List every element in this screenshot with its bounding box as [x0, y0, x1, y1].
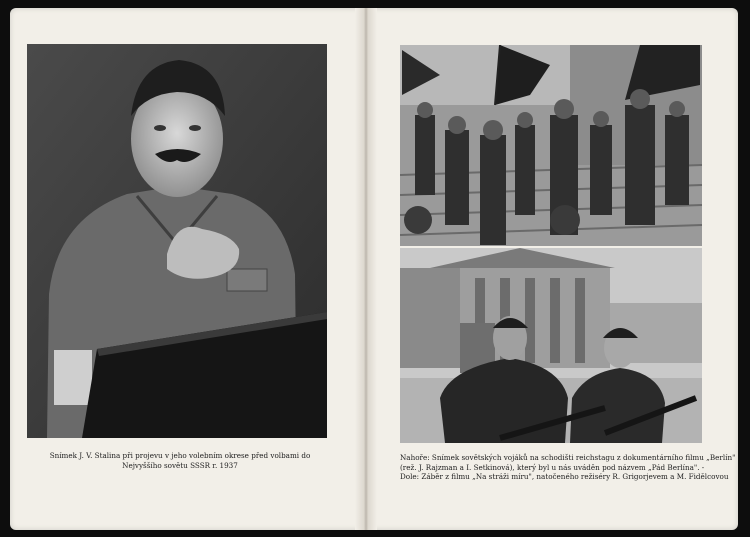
caption-line-top: Nahoře: Snímek sovětských vojáků na schodišti reichstagu z dokumentárního filmu „Berlín" [400, 453, 736, 462]
stalin-portrait-photo [27, 44, 327, 438]
portrait-caption: Snímek J. V. Stalina při projevu v jeho volebním okrese před volbami do Nejvyššího sovětu SSSR r. 1937 [49, 451, 311, 470]
book-gutter [355, 8, 377, 530]
reichstag-soldiers-photo [400, 45, 702, 246]
guard-soldiers-photo [400, 248, 702, 443]
film-stills-caption [400, 453, 736, 482]
caption-line-middle: (rež. J. Rajzman a I. Setkinová), který byl u nás uváděn pod názvem „Pád Berlína". - [400, 462, 705, 472]
caption-line-bottom: Dole: Záběr z filmu „Na stráži míru", natočeného režiséry R. Grigorjevem a M. Fidělcovou [400, 472, 729, 481]
